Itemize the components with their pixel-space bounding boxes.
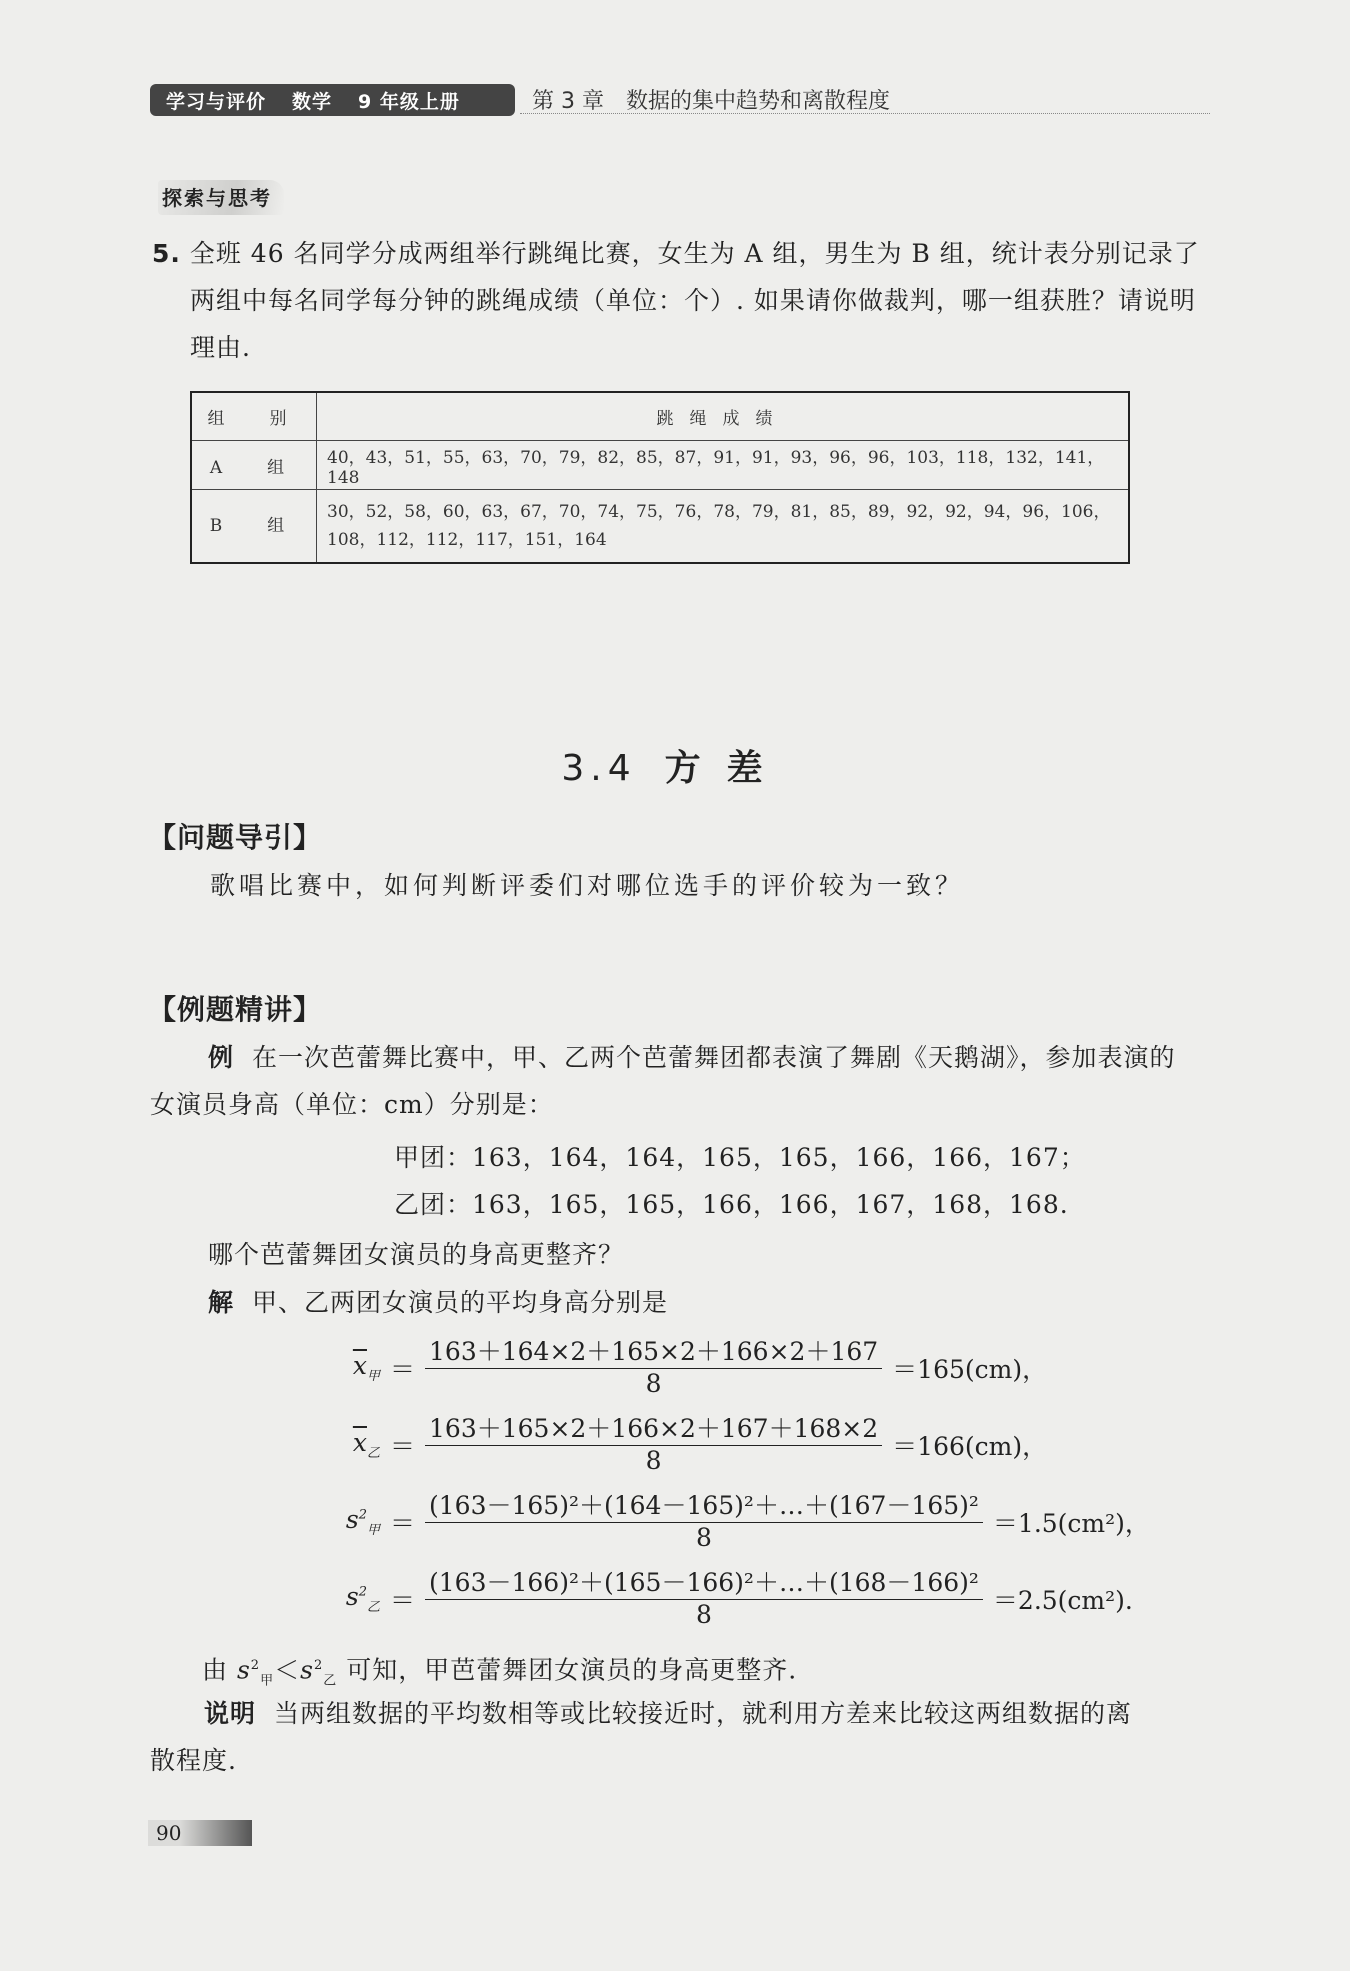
example-line-1: 在一次芭蕾舞比赛中，甲、乙两个芭蕾舞团都表演了舞剧《天鹅湖》，参加表演的 xyxy=(252,1043,1176,1072)
conclusion: 由 $s^2_甲<s^2_乙$ 可知，甲芭蕾舞团女演员的身高更整齐. xyxy=(202,1655,798,1689)
variance-jia-formula: $s^2_甲$ ＝ $\frac{\text{(163－165)²＋(164－165)²＋…＋(167－165)²}}{8}$ ＝1.5(cm²)， xyxy=(320,1490,1150,1553)
variance-jia-denominator: 8 xyxy=(696,1523,712,1552)
example-heading: 【例题精讲】 xyxy=(148,993,323,1026)
header-divider xyxy=(520,113,1210,114)
mean-yi-symbol: $\overline{x}_乙$ xyxy=(352,1428,380,1461)
mean-yi-result: ＝166(cm)， xyxy=(892,1431,1048,1461)
header-group-cell: 组 别 xyxy=(191,392,317,441)
example-line-2: 女演员身高（单位：cm）分别是： xyxy=(150,1090,554,1119)
group-yi-heights: 乙团：163，165，165，166，166，167，168，168. xyxy=(394,1190,1069,1219)
mean-jia-formula: $\overline{x}_甲$ ＝ $\frac{163+164\times 2+165\times 2+166\times 2+167}{8}$ ＝165(cm)， xyxy=(320,1336,1047,1399)
variance-yi-numerator: (163－166)²＋(165－166)²＋…＋(168－166)² xyxy=(425,1567,983,1600)
question-line-1: 全班 46 名同学分成两组举行跳绳比赛，女生为 A 组，男生为 B 组，统计表分别记录了 xyxy=(189,239,1200,268)
note-line-2: 散程度. xyxy=(150,1746,237,1775)
group-jia-heights: 甲团：163，164，164，165，165，166，166，167； xyxy=(394,1143,1086,1172)
table-row-b xyxy=(191,490,1129,564)
example-question: 哪个芭蕾舞团女演员的身高更整齐？ xyxy=(208,1240,625,1269)
series-label: 学习与评价 xyxy=(166,90,267,113)
question-line-3: 理由. xyxy=(190,333,251,362)
question-line-2: 两组中每名同学每分钟的跳绳成绩（单位：个）. 如果请你做裁判，哪一组获胜？请说明 xyxy=(190,286,1196,315)
mean-jia-numerator: 163＋164×2＋165×2＋166×2＋167 xyxy=(425,1336,882,1369)
note-label: 说明 xyxy=(204,1699,257,1728)
table-row-a xyxy=(191,441,1129,490)
group-b-scores-line-2: 108，112，112，117，151，164 xyxy=(327,530,607,550)
mean-yi-denominator: 8 xyxy=(645,1446,662,1475)
variance-jia-result: ＝1.5(cm²)， xyxy=(992,1508,1150,1538)
section-number: 3.4 xyxy=(561,748,637,789)
variance-jia-symbol: $s^2_甲$ xyxy=(345,1505,380,1538)
conclusion-text: 可知，甲芭蕾舞团女演员的身高更整齐. xyxy=(346,1655,798,1685)
group-a-scores: 40，43，51，55，63，70，79，82，85，87，91，91，93，96，96，103，118，132，141，148 xyxy=(317,441,1130,490)
header-scores-cell: 跳绳成绩 xyxy=(317,392,1130,441)
mean-jia-denominator: 8 xyxy=(645,1369,662,1398)
solution-text: 甲、乙两团女演员的平均身高分别是 xyxy=(252,1288,669,1317)
mean-jia-symbol: $\overline{x}_甲$ xyxy=(352,1351,380,1384)
group-b-scores-line-1: 30，52，58，60，63，67，70，74，75，76，78，79，81，85，89，92，92，94，96，106， xyxy=(327,502,1111,522)
solution-label: 解 xyxy=(208,1288,235,1317)
variance-yi-formula: $s^2_乙$ ＝ $\frac{\text{(163－166)²＋(165－166)²＋…＋(168－166)²}}{8}$ ＝2.5(cm²). xyxy=(320,1567,1133,1630)
subject-label: 数学 xyxy=(292,90,333,113)
note-line-1: 当两组数据的平均数相等或比较接近时，就利用方差来比较这两组数据的离 xyxy=(274,1699,1133,1728)
group-b-scores xyxy=(317,490,1130,564)
grade-label: 9 年级上册 xyxy=(358,90,460,113)
variance-yi-denominator: 8 xyxy=(696,1600,712,1629)
example-label: 例 xyxy=(208,1043,235,1072)
mean-jia-result: ＝165(cm)， xyxy=(892,1354,1048,1384)
intro-text: 歌唱比赛中，如何判断评委们对哪位选手的评价较为一致？ xyxy=(210,871,965,900)
question-5 xyxy=(152,230,1212,371)
question-number: 5. xyxy=(152,239,181,268)
book-header-badge xyxy=(150,84,515,116)
table-header-row xyxy=(191,392,1129,441)
variance-yi-result: ＝2.5(cm²). xyxy=(992,1585,1133,1615)
example-text xyxy=(150,1034,1220,1128)
mean-yi-numerator: 163＋165×2＋166×2＋167＋168×2 xyxy=(425,1413,882,1446)
variance-jia-numerator: (163－165)²＋(164－165)²＋…＋(167－165)² xyxy=(425,1490,983,1523)
variance-yi-symbol: $s^2_乙$ xyxy=(345,1582,380,1615)
scores-table xyxy=(190,391,1130,564)
explore-tag: 探索与思考 xyxy=(158,180,284,215)
mean-yi-formula: $\overline{x}_乙$ ＝ $\frac{163+165\times 2+166\times 2+167+168\times 2}{8}$ ＝166(cm)， xyxy=(320,1413,1047,1476)
section-title xyxy=(0,740,1350,791)
section-name: 方差 xyxy=(664,748,789,789)
page-number: 90 xyxy=(148,1820,252,1846)
solution-intro xyxy=(208,1279,668,1326)
intro-heading: 【问题导引】 xyxy=(148,821,323,854)
group-a-cell: A 组 xyxy=(191,441,317,490)
group-b-cell: B 组 xyxy=(191,490,317,564)
note xyxy=(150,1690,1220,1784)
chapter-title: 第 3 章 数据的集中趋势和离散程度 xyxy=(532,89,890,114)
